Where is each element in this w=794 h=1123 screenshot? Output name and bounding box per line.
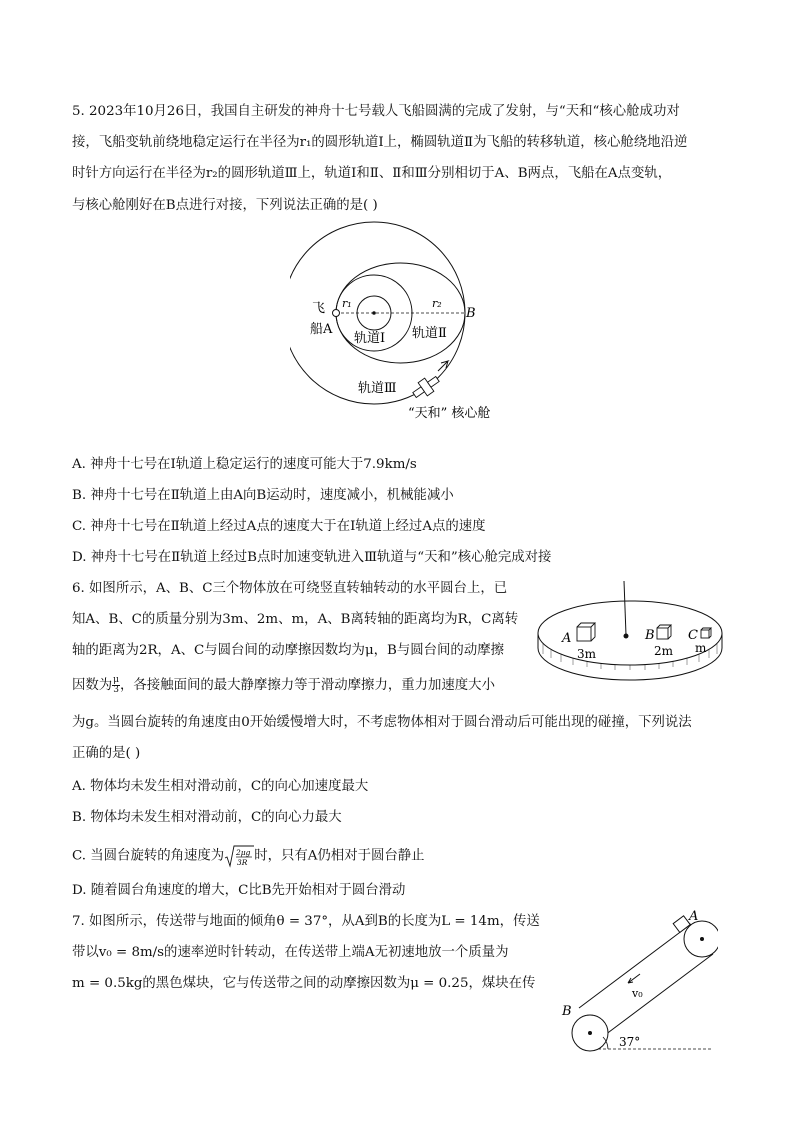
- label-v0: v₀: [632, 987, 643, 1000]
- axis-center-dot: [624, 634, 629, 639]
- q6-option-c-rest: 时，只有A仍相对于圆台静止: [254, 848, 425, 864]
- ship-a-point: [333, 310, 340, 317]
- label-orbit-3: 轨道Ⅲ: [358, 381, 397, 396]
- q5-option-c: C. 神舟十七号在Ⅱ轨道上经过A点的速度大于在Ⅰ轨道上经过A点的速度: [72, 519, 486, 534]
- orbit-3-arrow-icon: [438, 361, 448, 371]
- q6-stem-line-5: 为g。当圆台旋转的角速度由0开始缓慢增大时，不考虑物体相对于圆台滑动后可能出现的碰撞，下列说法: [72, 715, 692, 730]
- mass-b: 2m: [654, 644, 674, 658]
- q5-stem-line-2: 接，飞船变轨前绕地稳定运行在半径为r₁的圆形轨道I上，椭圆轨道Ⅱ为飞船的转移轨道，核心舱绕地沿逆: [72, 135, 688, 150]
- label-r2: r₂: [432, 297, 442, 310]
- label-c: C: [688, 628, 698, 643]
- q7-stem-line-3: m = 0.5kg的黑色煤块，它与传送带之间的动摩擦因数为μ = 0.25，煤块在传: [72, 976, 536, 991]
- fraction-numerator: μ: [113, 675, 120, 685]
- label-r1: r₁: [342, 297, 352, 310]
- label-b: B: [466, 306, 476, 321]
- q6-option-d: D. 随着圆台角速度的增大，C比B先开始相对于圆台滑动: [72, 883, 406, 898]
- pulley-b-center: [588, 1031, 592, 1035]
- q6-option-a: A. 物体均未发生相对滑动前，C的向心加速度最大: [72, 779, 369, 794]
- label-a: A: [689, 909, 699, 924]
- q5-orbit-figure: [290, 220, 530, 425]
- label-angle: 37°: [619, 1035, 641, 1049]
- q6-option-c-prefix: C. 当圆台旋转的角速度为: [72, 848, 225, 864]
- sqrt-numerator: 2μg: [236, 848, 251, 857]
- q5-option-b: B. 神舟十七号在Ⅱ轨道上由A向B运动时，速度减小，机械能减小: [72, 488, 454, 503]
- q6-stem-line-4-prefix: 因数为: [72, 678, 113, 693]
- q6-option-c: [72, 844, 425, 868]
- velocity-arrow-icon: [628, 974, 640, 983]
- label-ship-2: 船A: [310, 322, 333, 337]
- q5-option-d: D. 神舟十七号在Ⅱ轨道上经过B点时加速变轨进入Ⅲ轨道与“天和”核心舱完成对接: [72, 550, 552, 565]
- pulley-a-center: [700, 937, 704, 941]
- label-station: “天和” 核心舱: [408, 406, 491, 421]
- q6-stem-line-3: 轴的距离为2R，A、C与圆台间的动摩擦因数均为μ，B与圆台间的动摩擦: [72, 643, 504, 658]
- sqrt-denominator: 3R: [237, 858, 248, 867]
- q6-option-b: B. 物体均未发生相对滑动前，C的向心力最大: [72, 810, 342, 825]
- mass-a: 3m: [577, 647, 597, 661]
- q6-stem-line-1: 6. 如图所示，A、B、C三个物体放在可绕竖直转轴转动的水平圆台上，已: [72, 581, 508, 596]
- orbit-2-ellipse: [336, 263, 465, 363]
- q6-stem-line-6: 正确的是( ): [72, 746, 141, 761]
- q5-stem-line-4: 与核心舱刚好在B点进行对接，下列说法正确的是( ): [72, 198, 378, 213]
- sqrt-expression: [224, 844, 254, 868]
- q7-conveyor-figure: [558, 908, 718, 1056]
- belt-lower-edge: [601, 954, 713, 1038]
- q7-stem-line-1: 7. 如图所示，传送带与地面的倾角θ = 37°，从A到B的长度为L = 14m，传送: [72, 914, 540, 929]
- q6-stem-line-4-rest: ，各接触面间的最大静摩擦力等于滑动摩擦力，重力加速度大小: [120, 678, 495, 693]
- q5-stem-line-1: 5. 2023年10月26日，我国自主研发的神舟十七号载人飞船圆满的完成了发射，与“天和“核心舱成功对: [72, 104, 680, 119]
- mu-over-3-fraction: [112, 676, 120, 695]
- station-icon: [410, 372, 442, 401]
- label-b: B: [562, 1004, 572, 1019]
- q6-turntable-figure: [535, 578, 725, 683]
- q7-stem-line-2: 带以v₀ = 8m/s的速率逆时针转动，在传送带上端A无初速地放一个质量为: [72, 945, 509, 960]
- label-ship-1: 飞: [312, 301, 326, 316]
- q6-stem-line-2: 知A、B、C的质量分别为3m、2m、m，A、B离转轴的距离均为R，C离转: [72, 612, 519, 627]
- fraction-denominator: 3: [113, 685, 119, 695]
- label-b: B: [645, 628, 655, 643]
- label-orbit-2: 轨道Ⅱ: [412, 326, 447, 341]
- q6-stem-line-4: [72, 676, 495, 696]
- q5-option-a: A. 神舟十七号在Ⅰ轨道上稳定运行的速度可能大于7.9km/s: [72, 457, 417, 472]
- mass-c: m: [695, 641, 707, 655]
- q5-stem-line-3: 时针方向运行在半径为r₂的圆形轨道Ⅲ上，轨道Ⅰ和Ⅱ、Ⅱ和Ⅲ分别相切于A、B两点，飞船在A点变轨，: [72, 166, 672, 181]
- label-orbit-1: 轨道Ⅰ: [354, 331, 386, 346]
- label-a: A: [562, 631, 572, 646]
